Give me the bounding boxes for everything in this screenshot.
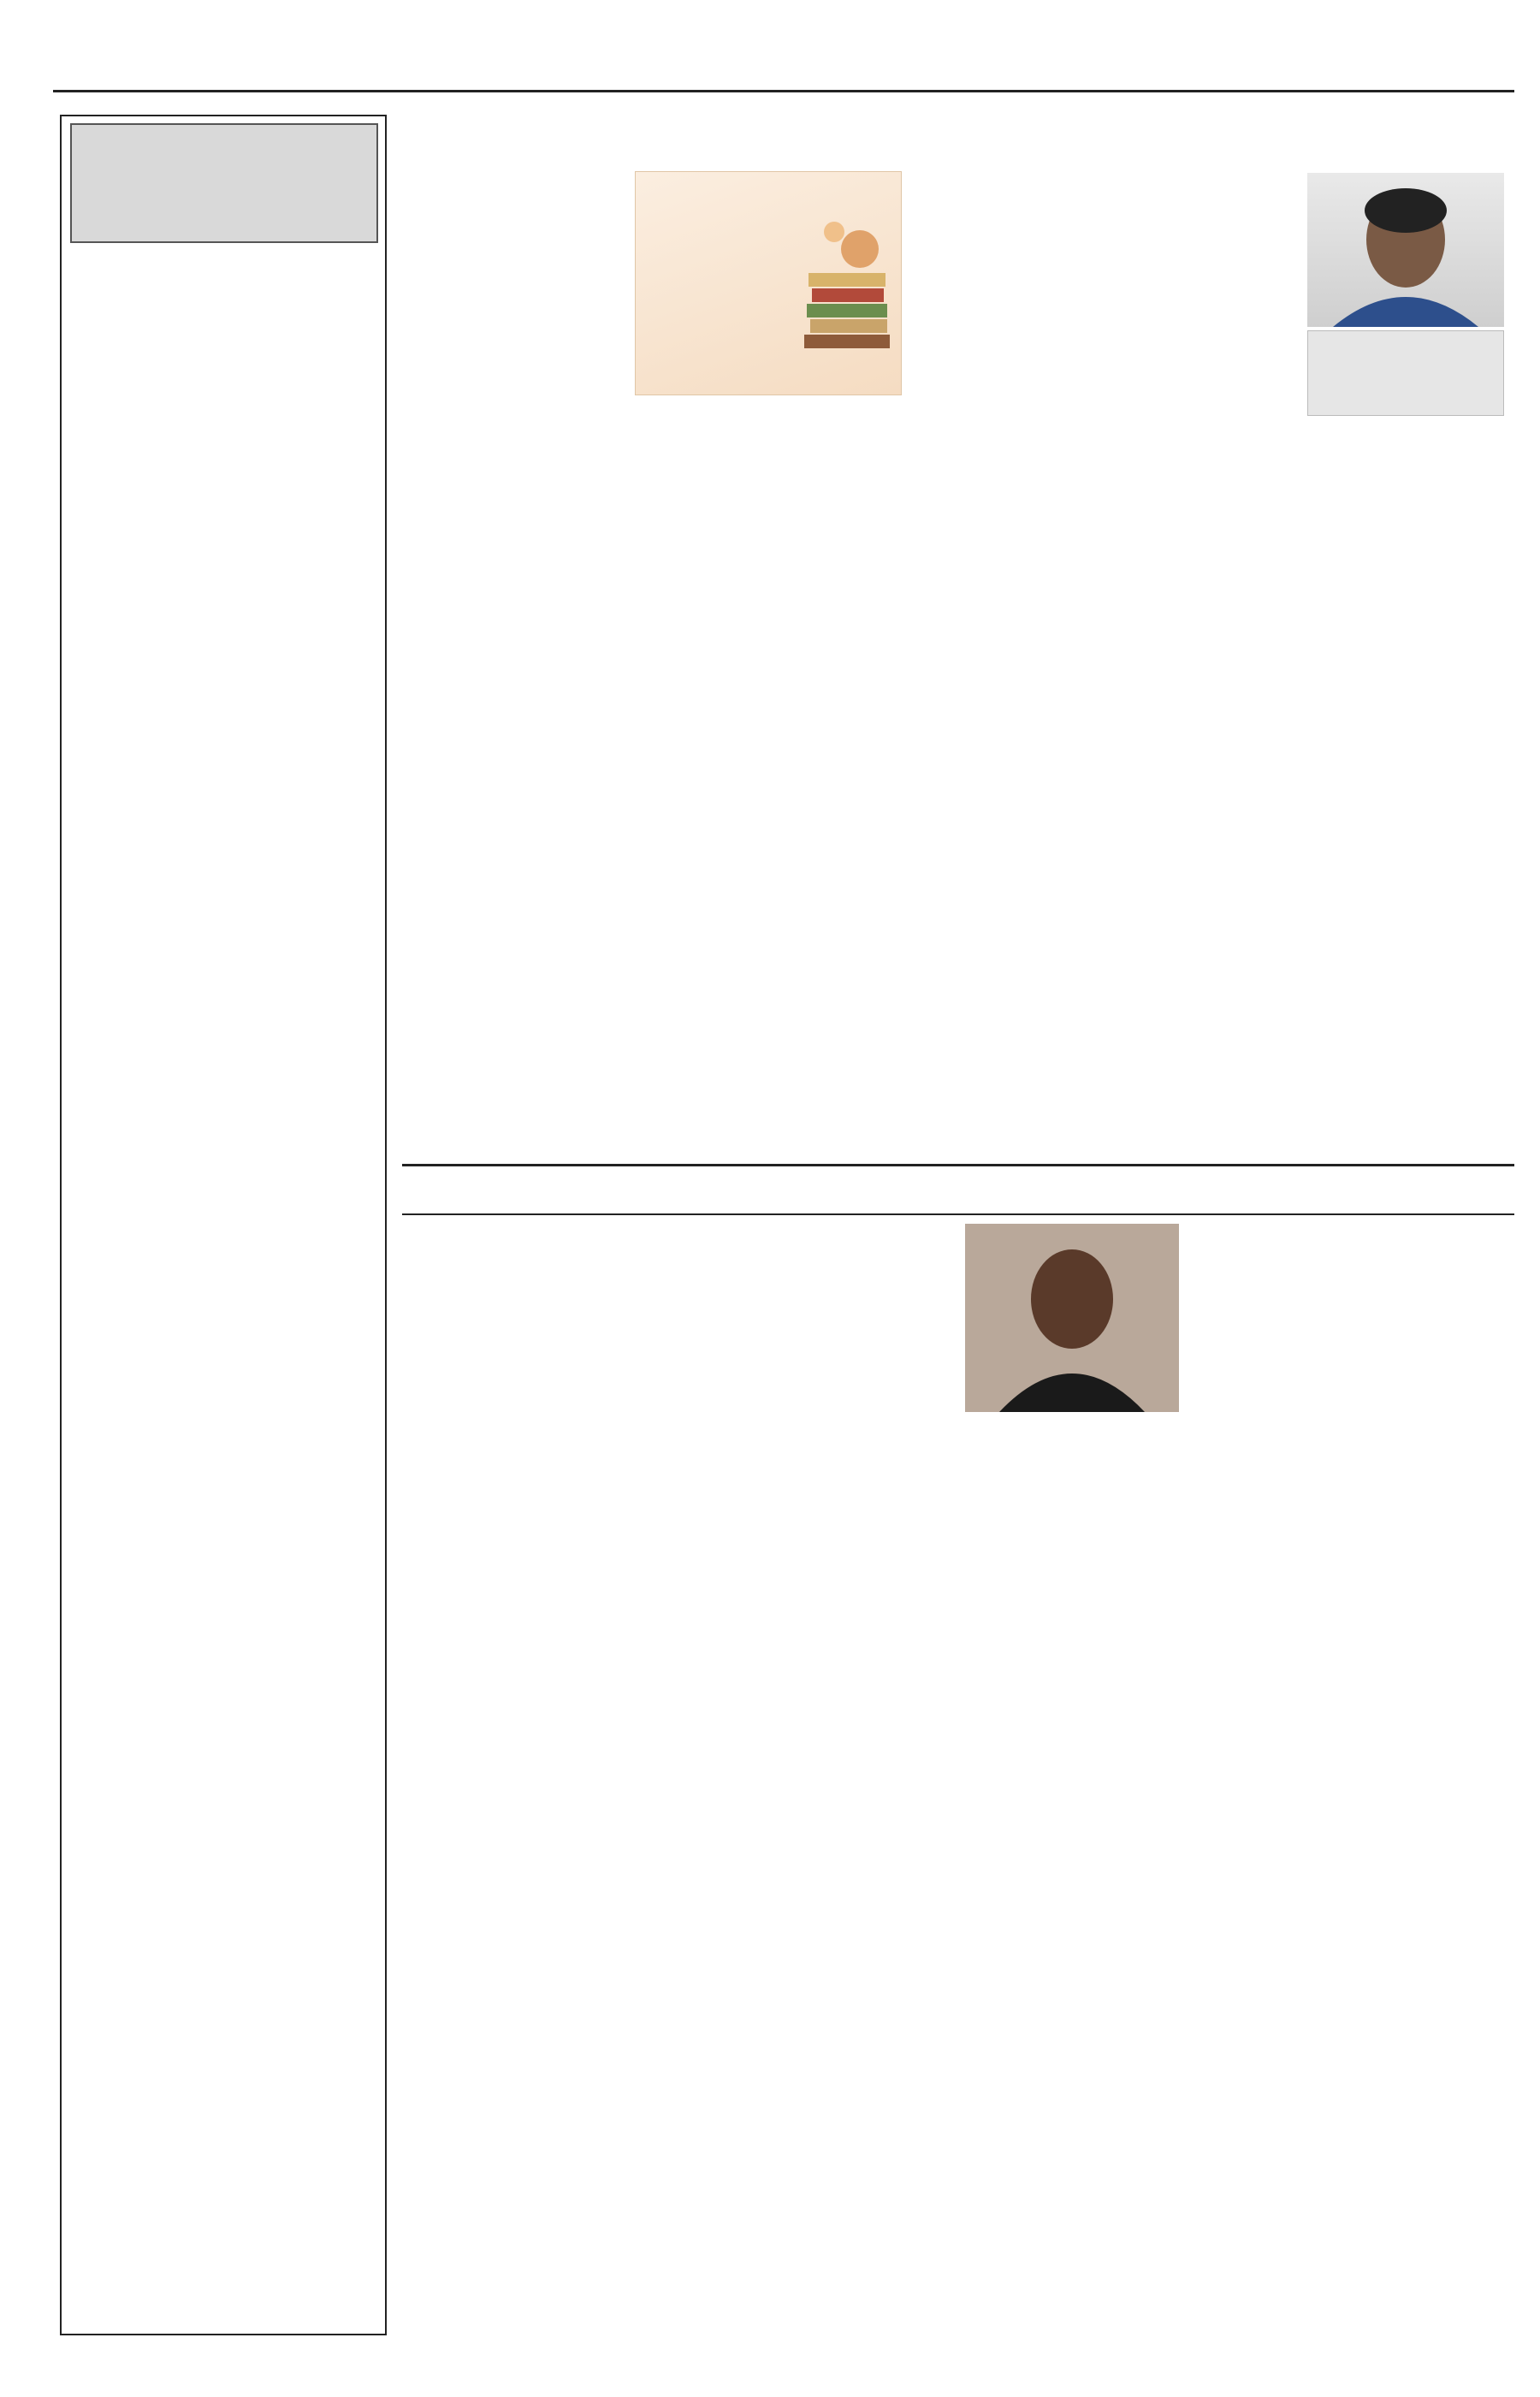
minister-portrait-icon: [965, 1224, 1179, 1412]
athawale-col-2: [578, 1225, 758, 1653]
editorial-title-box: [70, 123, 378, 243]
athawale-headline: [402, 1164, 1514, 1215]
page-header: [53, 53, 1514, 92]
author-photo: [1307, 173, 1504, 327]
editorial-body: [68, 250, 378, 2329]
books-illustration: [800, 198, 894, 369]
athawale-col-1: [402, 1225, 570, 1653]
editorial-column: [60, 115, 387, 2335]
literacy-col-1: [402, 176, 628, 1155]
literacy-col-5: [1307, 421, 1511, 1155]
athawale-col-3: [767, 1225, 958, 1653]
author-portrait-icon: [1307, 173, 1504, 327]
literacy-col-2: [635, 402, 797, 1155]
literacy-col-3: [804, 402, 967, 1155]
author-byline: [1307, 330, 1504, 416]
literacy-col-4: [1059, 176, 1300, 1155]
athawale-photo: [965, 1224, 1179, 1412]
literacy-day-poster: [635, 171, 902, 395]
literacy-headline: [402, 116, 1514, 171]
